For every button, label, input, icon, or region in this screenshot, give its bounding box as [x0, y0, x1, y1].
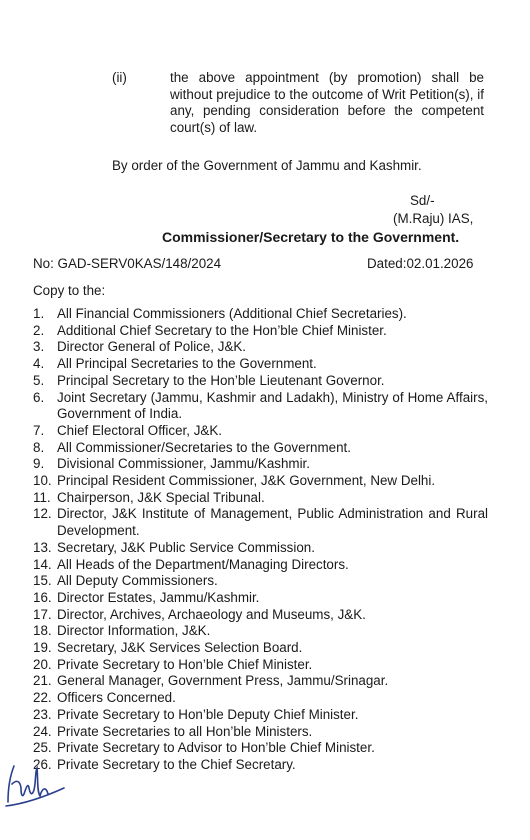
copy-list-text: Additional Chief Secretary to the Hon’ble Chief Minister.: [57, 322, 387, 338]
copy-list-text: Secretary, J&K Services Selection Board.: [57, 640, 303, 656]
copy-list-item: [33, 673, 488, 690]
copy-list-text: All Heads of the Department/Managing Directors.: [57, 556, 349, 572]
copy-list-number: 3.: [33, 339, 45, 355]
copy-list-number: 12.: [33, 506, 52, 522]
copy-list-item: [33, 724, 488, 741]
copy-list-item: [33, 356, 488, 373]
copy-list-item: [33, 373, 488, 390]
copy-list-text: Director Information, J&K.: [57, 623, 211, 639]
copy-list-item: [33, 473, 488, 490]
copy-list-item: [33, 456, 488, 473]
copy-list-item: [33, 707, 488, 724]
copy-list-text: All Financial Commissioners (Additional Chief Secretaries).: [57, 306, 407, 321]
copy-list-number: 23.: [33, 706, 52, 722]
copy-list-number: 13.: [33, 539, 52, 555]
copy-list-item: [33, 590, 488, 607]
copy-list-text: Principal Secretary to the Hon’ble Lieutenant Governor.: [57, 372, 385, 388]
copy-list: [33, 306, 488, 774]
copy-list-number: 18.: [33, 623, 52, 639]
copy-list-item: [33, 740, 488, 757]
copy-list-number: 10.: [33, 473, 52, 489]
copy-list-text: Private Secretary to Advisor to Hon’ble Chief Minister.: [57, 740, 375, 756]
copy-list-number: 24.: [33, 723, 52, 739]
copy-list-text: Private Secretary to Hon’ble Chief Minister.: [57, 656, 313, 672]
copy-list-item: [33, 440, 488, 457]
signed-marker: Sd/-: [410, 193, 435, 208]
copy-list-number: 6.: [33, 389, 45, 405]
copy-list-item: [33, 506, 488, 539]
copy-list-number: 5.: [33, 372, 45, 388]
copy-list-item: [33, 339, 488, 356]
copy-list-number: 8.: [33, 439, 45, 455]
copy-list-text: General Manager, Government Press, Jammu/Srinagar.: [57, 673, 389, 689]
copy-list-item: [33, 323, 488, 340]
copy-list-text: All Principal Secretaries to the Government.: [57, 356, 317, 372]
copy-list-text: Private Secretaries to all Hon’ble Ministers.: [57, 723, 313, 739]
copy-list-text: Director Estates, Jammu/Kashmir.: [57, 589, 260, 605]
copy-list-text: Principal Resident Commissioner, J&K Government, New Delhi.: [57, 473, 436, 489]
copy-list-item: [33, 557, 488, 574]
copy-list-number: 20.: [33, 656, 52, 672]
copy-list-item: [33, 573, 488, 590]
copy-list-number: 1.: [33, 306, 45, 321]
copy-list-number: 15.: [33, 573, 52, 589]
reference-number: No: GAD-SERV0KAS/148/2024: [33, 256, 222, 271]
copy-list-number: 2.: [33, 322, 45, 338]
copy-list-item: [33, 490, 488, 507]
copy-list-number: 11.: [33, 489, 51, 505]
copy-list-number: 9.: [33, 456, 45, 472]
copy-list-text: Chief Electoral Officer, J&K.: [57, 422, 222, 438]
copy-list-text: Officers Concerned.: [57, 690, 176, 706]
copy-list-text: Director, Archives, Archaeology and Museums, J&K.: [57, 606, 366, 622]
clause-number: (ii): [112, 70, 127, 85]
copy-list-number: 7.: [33, 422, 45, 438]
copy-list-number: 26.: [33, 756, 52, 772]
copy-list-item: [33, 757, 488, 774]
copy-list-text: Director General of Police, J&K.: [57, 339, 247, 355]
signature-stroke: [6, 766, 64, 806]
copy-list-number: 21.: [33, 673, 52, 689]
signatory-name: (M.Raju) IAS,: [393, 211, 474, 226]
copy-list-number: 14.: [33, 556, 52, 572]
copy-list-item: [33, 623, 488, 640]
copy-list-text: Director, J&K Institute of Management, Public Administration and Rural Development.: [57, 506, 488, 539]
copy-list-text: Chairperson, J&K Special Tribunal.: [57, 489, 265, 505]
copy-list-text: Private Secretary to the Chief Secretary.: [57, 756, 296, 772]
copy-list-text: All Deputy Commissioners.: [57, 573, 218, 589]
copy-list-item: [33, 306, 488, 323]
copy-list-text: Divisional Commissioner, Jammu/Kashmir.: [57, 456, 311, 472]
copy-list-item: [33, 690, 488, 707]
copy-list-number: 17.: [33, 606, 52, 622]
copy-list-number: 19.: [33, 640, 52, 656]
copy-list-text: Joint Secretary (Jammu, Kashmir and Ladakh), Ministry of Home Affairs, Government of India.: [57, 389, 488, 422]
copy-list-number: 16.: [33, 589, 52, 605]
handwritten-signature: [2, 758, 72, 810]
copy-list-text: Private Secretary to Hon’ble Deputy Chief Minister.: [57, 706, 359, 722]
copy-list-number: 22.: [33, 690, 52, 706]
reference-date: Dated:02.01.2026: [367, 256, 474, 271]
copy-list-item: [33, 640, 488, 657]
signatory-designation: Commissioner/Secretary to the Government.: [162, 229, 460, 245]
copy-list-item: [33, 607, 488, 624]
copy-to-label: Copy to the:: [33, 283, 106, 298]
copy-list-item: [33, 390, 488, 423]
clause-text: the above appointment (by promotion) shall be without prejudice to the outcome of Writ Petition(s), if any, pending consideration before the competent court(s) of law.: [170, 70, 484, 135]
copy-list-text: All Commissioner/Secretaries to the Government.: [57, 439, 351, 455]
copy-list-item: [33, 540, 488, 557]
copy-list-number: 25.: [33, 740, 52, 756]
order-line: By order of the Government of Jammu and Kashmir.: [112, 158, 422, 173]
copy-list-number: 4.: [33, 356, 45, 372]
copy-list-text: Secretary, J&K Public Service Commission.: [57, 539, 315, 555]
copy-list-item: [33, 423, 488, 440]
copy-list-item: [33, 657, 488, 674]
